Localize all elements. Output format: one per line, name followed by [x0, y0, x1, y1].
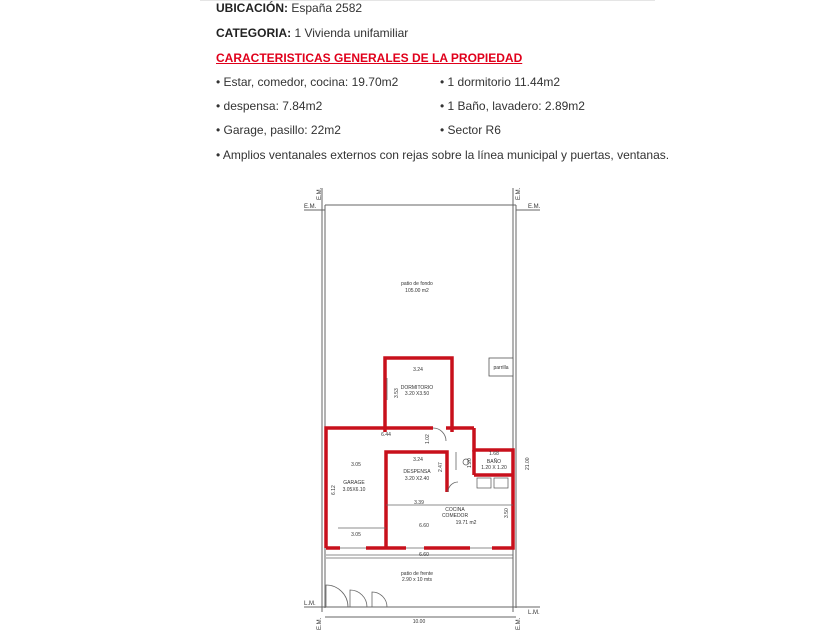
em-vertical-right-bottom: E.M.	[516, 617, 522, 630]
despensa-size: 3.20 X2.40	[404, 476, 430, 482]
bano-size: 1.20 X 1.20	[481, 465, 507, 471]
dim-339: 3.39	[414, 500, 424, 506]
section-title: CARACTERISTICAS GENERALES DE LA PROPIEDAD	[216, 51, 523, 65]
dim-324-top: 3.24	[413, 367, 423, 373]
dormitorio-size: 3.20 X3.50	[404, 391, 430, 397]
lm-label-right: L.M.	[528, 610, 540, 616]
dim-660-b: 6.60	[419, 552, 429, 558]
ubicacion-value: España 2582	[291, 1, 363, 15]
garage-size: 3.05X6.10	[342, 487, 366, 493]
patio-frente-name: patio de frente	[401, 571, 433, 577]
dim-168: 1.68	[489, 451, 499, 457]
dim-247: 2.47	[438, 462, 444, 472]
patio-fondo-name: patio de fondo	[401, 281, 433, 287]
dormitorio-name: DORMITORIO	[400, 385, 434, 391]
cocina-name: COCINA	[445, 507, 465, 513]
lm-label-left: L.M.	[304, 601, 316, 607]
sink-fixture	[494, 478, 508, 488]
dim-102: 1.02	[425, 434, 431, 444]
garage-name: GARAGE	[343, 480, 365, 486]
dim-353: 3.53	[394, 388, 400, 398]
feature-right-3: • Sector R6	[440, 123, 501, 137]
lavadero-fixture	[477, 478, 491, 488]
despensa-name: DESPENSA	[403, 469, 431, 475]
dim-1000: 10.00	[412, 619, 426, 625]
dim-2100: 21.00	[525, 457, 531, 470]
em-vertical-left: E.M.	[317, 187, 323, 200]
front-gates	[326, 585, 387, 607]
dim-644: 6.44	[381, 432, 391, 438]
dim-305-b: 3.05	[351, 532, 361, 538]
dimensions	[331, 367, 531, 625]
dim-120: 1.20	[467, 458, 473, 468]
patio-frente-size: 2.90 x 10 mts	[401, 577, 433, 583]
categoria-value: 1 Vivienda unifamiliar	[294, 26, 409, 40]
dim-612: 6.12	[331, 485, 337, 495]
feature-left-1: • Estar, comedor, cocina: 19.70m2	[216, 75, 399, 89]
dim-350: 3.50	[504, 508, 510, 518]
em-label-left: E.M.	[304, 204, 317, 210]
categoria-label: CATEGORIA:	[216, 26, 292, 40]
dim-324-mid: 3.24	[413, 457, 423, 463]
dim-660-a: 6.60	[419, 523, 429, 529]
cocina-sub: COMEDOR	[441, 513, 469, 519]
feature-right-2: • 1 Baño, lavadero: 2.89m2	[440, 99, 585, 113]
patio-fondo-area: 105.00 m2	[405, 288, 429, 294]
em-vertical-right: E.M.	[516, 187, 522, 200]
parrilla-label: parrilla	[493, 365, 509, 371]
feature-full: • Amplios ventanales externos con rejas sobre la línea municipal y puertas, ventanas.	[216, 148, 670, 162]
cocina-area: 19.71 m2	[455, 520, 477, 526]
bano-name: BAÑO	[486, 459, 502, 465]
feature-right-1: • 1 dormitorio 11.44m2	[440, 75, 561, 89]
feature-left-3: • Garage, pasillo: 22m2	[216, 123, 341, 137]
feature-left-2: • despensa: 7.84m2	[216, 99, 323, 113]
em-vertical-left-bottom: E.M.	[317, 617, 323, 630]
dim-305-a: 3.05	[351, 462, 361, 468]
ubicacion-label: UBICACIÓN:	[216, 1, 288, 15]
em-label-right: E.M.	[528, 204, 541, 210]
